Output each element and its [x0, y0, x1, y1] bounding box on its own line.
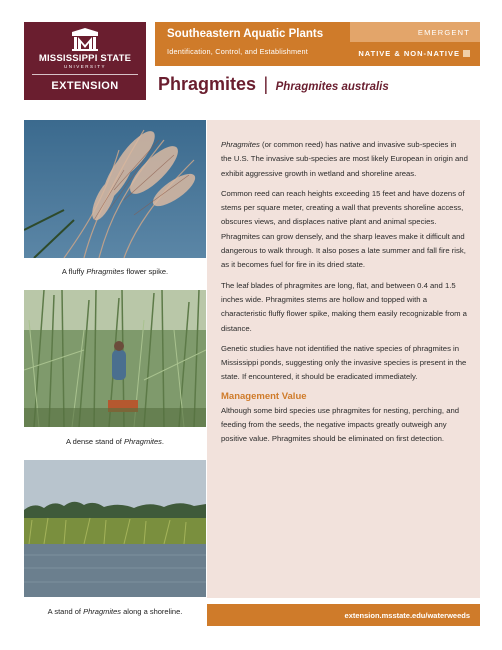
- msu-extension-logo: [24, 22, 146, 100]
- growth-paragraph: Common reed can reach heights exceeding 15 feet and have dozens of stems per square meter, creating a wall that prevents shoreline access, obscures views, and displaces native plant and animal species. Phragmites can grow densely, and the sharp leaves make it difficult and dangerous to walk through. It also poses a late summer and fall fire risk, as it becomes fuel for fire in its dried state.: [221, 188, 466, 270]
- scientific-name: Phragmites australis: [275, 81, 389, 93]
- title-separator: |: [263, 74, 269, 94]
- caption-text: .: [161, 437, 164, 446]
- website-link[interactable]: extension.msstate.edu/waterweeds: [344, 611, 470, 620]
- caption-text: A fluffy: [61, 267, 87, 276]
- caption-text: along a shoreline.: [121, 607, 183, 616]
- extension-label: EXTENSION: [51, 80, 119, 92]
- caption-flower-spike: [24, 267, 206, 276]
- university-subtitle: UNIVERSITY: [63, 64, 106, 69]
- dense-stand-photo: [24, 290, 206, 427]
- status-tag: [358, 49, 470, 58]
- management-heading: Management Value: [221, 390, 307, 402]
- caption-text: A dense stand of: [66, 437, 124, 446]
- caption-dense-stand: [24, 437, 206, 446]
- management-paragraph: Although some bird species use phragmites for nesting, perching, and feeding from the seeds, the negative impacts greatly outweigh any positive value. Phragmites should be eliminated on first detection.: [221, 405, 460, 444]
- species-italic: Phragmites: [221, 140, 260, 149]
- series-title: Southeastern Aquatic Plants: [167, 28, 324, 40]
- logo-divider: [32, 74, 138, 75]
- university-name: MISSISSIPPI STATE: [38, 53, 132, 64]
- description-panel: [207, 120, 480, 598]
- caption-italic: Phragmites: [86, 267, 125, 276]
- common-name: Phragmites: [158, 74, 257, 94]
- intro-paragraph: [221, 138, 468, 181]
- footer-bar: [207, 604, 480, 626]
- caption-shoreline: [24, 607, 206, 616]
- shoreline-photo: [24, 460, 206, 597]
- series-header: [155, 22, 480, 66]
- msu-crest-icon: [70, 28, 100, 52]
- category-tag: EMERGENT: [350, 22, 480, 42]
- genetics-paragraph: Genetic studies have not identified the native species of phragmites in Mississippi ponds, suggesting only the invasive species is present in the state. If encountered, it should be eradicated immediately.: [221, 343, 467, 382]
- caption-text: A stand of: [47, 607, 84, 616]
- status-tag-label: NATIVE & NON-NATIVE: [358, 49, 460, 58]
- caption-italic: Phragmites: [123, 437, 162, 446]
- page-title: [158, 74, 389, 95]
- identification-paragraph: The leaf blades of phragmites are long, flat, and between 0.4 and 1.5 inches wide. Phragmites stems are hollow and topped with a characteristic fluffy flower spike, making them easily recognizable from a distance.: [221, 280, 467, 333]
- caption-italic: Phragmites: [83, 607, 122, 616]
- intro-text: (or common reed) has native and invasive sub-species in the U.S. The invasive sub-species are most likely European in origin and exhibit aggressive growth in wetland and shoreline areas.: [221, 140, 468, 178]
- caption-text: flower spike.: [124, 267, 169, 276]
- square-icon: [463, 50, 470, 57]
- series-subtitle: Identification, Control, and Establishment: [167, 47, 309, 56]
- flower-spike-photo: [24, 120, 206, 258]
